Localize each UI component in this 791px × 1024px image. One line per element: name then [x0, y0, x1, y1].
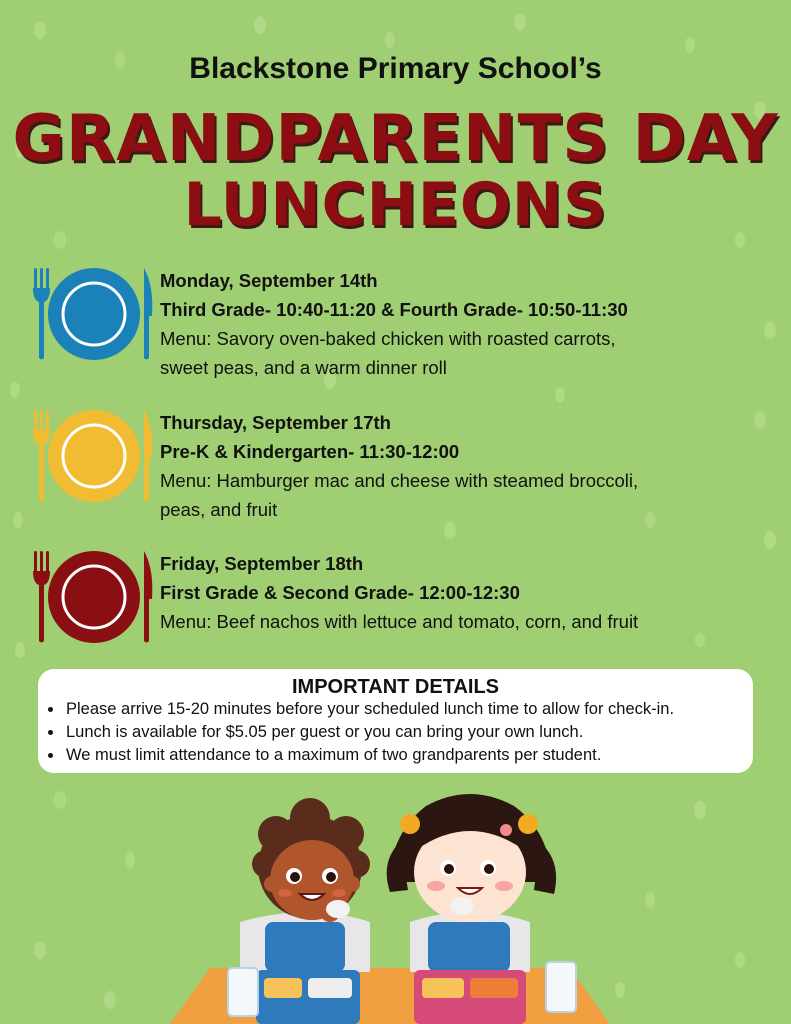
kids-lunch-illustration — [170, 772, 610, 1024]
details-item: Please arrive 15-20 minutes before your scheduled lunch time to allow for check-in. — [66, 698, 674, 721]
event-menu-line: Menu: Savory oven-baked chicken with roasted carrots, — [160, 328, 616, 349]
details-item: Lunch is available for $5.05 per guest or you can bring your own lunch. — [66, 721, 674, 744]
red-plate-icon — [30, 549, 154, 645]
event-date: Friday, September 18th — [160, 553, 364, 574]
event-date: Monday, September 14th — [160, 270, 378, 291]
event-monday — [0, 266, 791, 376]
yellow-plate-icon — [30, 408, 154, 504]
details-item: We must limit attendance to a maximum of two grandparents per student. — [66, 744, 674, 767]
event-menu-line: peas, and fruit — [160, 499, 278, 520]
event-thursday — [0, 408, 791, 518]
event-menu-line: Menu: Hamburger mac and cheese with steamed broccoli, — [160, 470, 639, 491]
event-menu-line: sweet peas, and a warm dinner roll — [160, 357, 447, 378]
event-grades: First Grade & Second Grade- 12:00-12:30 — [160, 582, 520, 603]
event-grades: Third Grade- 10:40-11:20 & Fourth Grade- 10:50-11:30 — [160, 299, 628, 320]
boy-illustration — [240, 798, 370, 972]
details-heading: IMPORTANT DETAILS — [291, 676, 500, 698]
event-title-line1: GRANDPARENTS DAY — [12, 102, 779, 176]
event-grades: Pre-K & Kindergarten- 11:30-12:00 — [160, 441, 460, 462]
event-title-line2: LUNCHEONS — [183, 170, 608, 240]
details-list — [38, 698, 674, 767]
school-name: Blackstone Primary School’s — [189, 52, 602, 85]
important-details-box — [38, 669, 753, 773]
blue-plate-icon — [30, 266, 154, 362]
event-friday — [0, 549, 791, 659]
event-date: Thursday, September 17th — [160, 412, 391, 433]
event-menu-line: Menu: Beef nachos with lettuce and tomato, corn, and fruit — [160, 611, 639, 632]
girl-illustration — [387, 794, 556, 972]
